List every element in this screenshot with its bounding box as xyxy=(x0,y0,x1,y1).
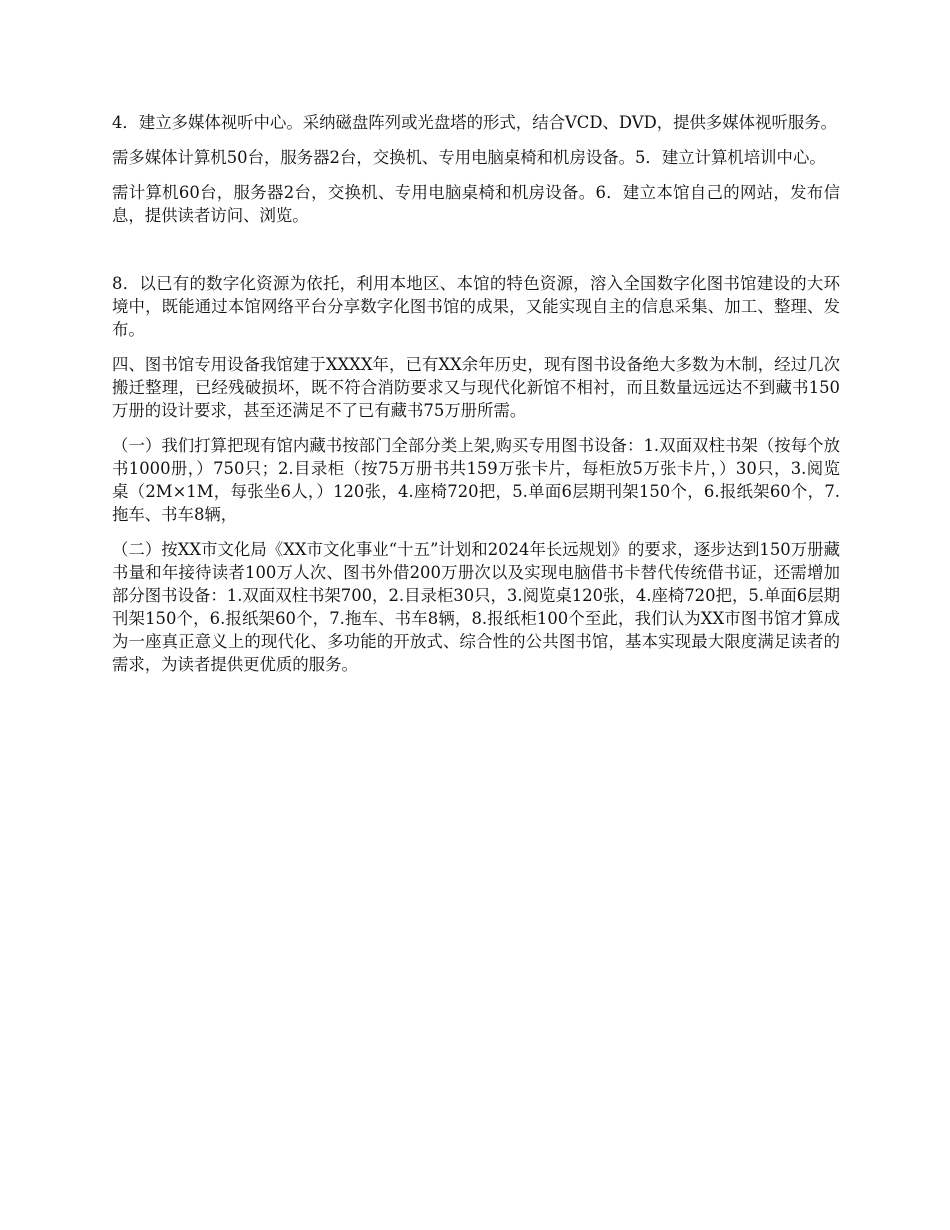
document-body xyxy=(112,111,840,688)
paragraph-digital-resources: 8．以已有的数字化资源为依托，利用本地区、本馆的特色资源，溶入全国数字化图书馆建设的大环境中，既能通过本馆网络平台分享数字化图书馆的成果，又能实现自主的信息采集、加工、整理、发布。 xyxy=(112,274,840,339)
paragraph-equipment-plan-two: （二）按XX市文化局《XX市文化事业“十五”计划和2024年长远规划》的要求，逐步达到150万册藏书量和年接待读者100万人次、图书外借200万册次以及实现电脑借书卡替代传统借书证，还需增加部分图书设备：1.双面双柱书架700，2.目录柜30只，3.阅览桌120张，4.座椅720把，5.单面6层期刊架150个，6.报纸架60个，7.拖车、书车8辆，8.报纸柜100个至此，我们认为XX市图书馆才算成为一座真正意义上的现代化、多功能的开放式、综合性的公共图书馆，基本实现最大限度满足读者的需求，为读者提供更优质的服务。 xyxy=(112,540,840,674)
paragraph-training-center: 需多媒体计算机50台，服务器2台，交换机、专用电脑桌椅和机房设备。5．建立计算机培训中心。 xyxy=(112,148,826,167)
paragraph-equipment-plan-one: （一）我们打算把现有馆内藏书按部门全部分类上架,购买专用图书设备：1.双面双柱书架（按每个放书1000册，）750只；2.目录柜（按75万册书共159万张卡片，每柜放5万张卡片，）30只，3.阅览桌（2M×1M，每张坐6人，）120张，4.座椅720把，5.单面6层期刊架150个，6.报纸架60个，7.拖车、书车8辆， xyxy=(112,436,840,524)
paragraph-gap xyxy=(112,239,840,272)
paragraph-website: 需计算机60台，服务器2台，交换机、专用电脑桌椅和机房设备。6．建立本馆自己的网站，发布信息，提供读者访问、浏览。 xyxy=(112,183,840,225)
paragraph-library-equipment: 四、图书馆专用设备我馆建于XXXX年，已有XX余年历史，现有图书设备绝大多数为木制，经过几次搬迁整理，已经残破损坏，既不符合消防要求又与现代化新馆不相衬，而且数量远远达不到藏书150万册的设计要求，甚至还满足不了已有藏书75万册所需。 xyxy=(112,355,840,420)
paragraph-multimedia-center: 4．建立多媒体视听中心。采纳磁盘阵列或光盘塔的形式，结合VCD、DVD，提供多媒体视听服务。 xyxy=(112,113,838,132)
